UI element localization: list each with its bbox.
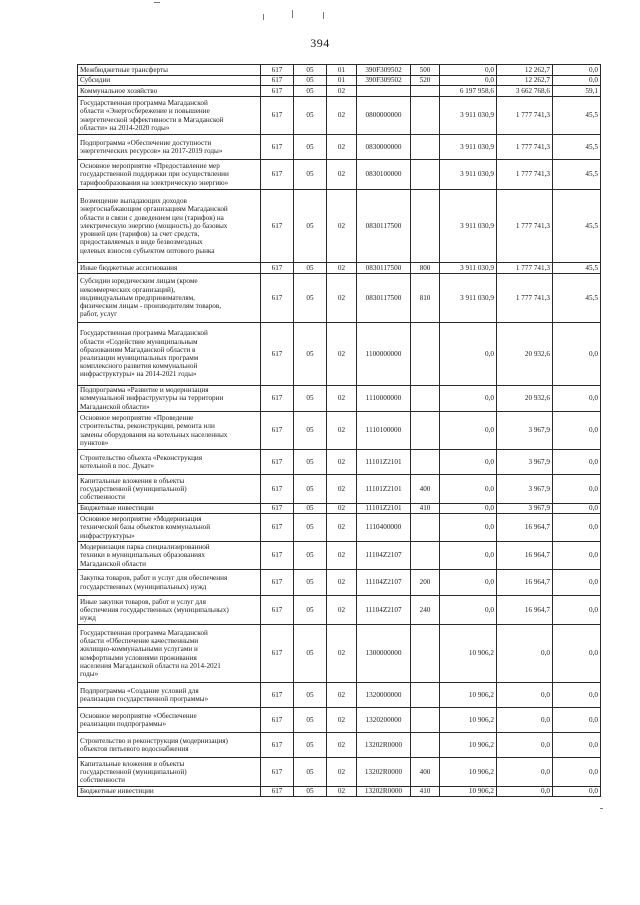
amount-1: 0,0 (440, 450, 497, 475)
ministry-code: 617 (261, 450, 294, 475)
target-article-code: 0830117500 (357, 190, 411, 263)
target-article-code: 13202R0000 (357, 787, 411, 797)
table-row (78, 190, 601, 263)
amount-2: 0,0 (497, 733, 553, 758)
scan-mark (154, 2, 160, 3)
expense-type-code: 400 (411, 475, 440, 504)
row-name: Государственная программа Магаданской области «Обеспечение качественными жилищно-коммунальными услугами и комфортными условиями проживания населения Магаданской области на 2014-2021 годы» (78, 625, 261, 683)
expense-type-code: 810 (411, 274, 440, 323)
amount-2: 0,0 (497, 683, 553, 708)
amount-1: 10 906,2 (440, 683, 497, 708)
subsection-code: 02 (327, 274, 357, 323)
target-article-code: 1110100000 (357, 412, 411, 450)
amount-3: 0,0 (553, 625, 601, 683)
section-code: 05 (294, 86, 327, 97)
target-article-code: 13202R0000 (357, 758, 411, 787)
amount-3: 0,0 (553, 733, 601, 758)
amount-3: 0,0 (553, 787, 601, 797)
subsection-code: 02 (327, 323, 357, 386)
ministry-code: 617 (261, 475, 294, 504)
target-article-code: 0830117500 (357, 274, 411, 323)
amount-3: 45,5 (553, 190, 601, 263)
expense-type-code (411, 190, 440, 263)
target-article-code: 1320000000 (357, 683, 411, 708)
amount-3: 0,0 (553, 758, 601, 787)
table-row (78, 135, 601, 160)
table-row (78, 65, 601, 76)
expense-type-code (411, 733, 440, 758)
amount-3: 0,0 (553, 708, 601, 733)
ministry-code: 617 (261, 708, 294, 733)
ministry-code: 617 (261, 135, 294, 160)
amount-2: 1 777 741,3 (497, 190, 553, 263)
amount-2: 16 964,7 (497, 596, 553, 625)
ministry-code: 617 (261, 733, 294, 758)
row-name: Подпрограмма «Развитие и модернизация коммунальной инфраструктуры на территории Магаданской области» (78, 386, 261, 412)
section-code: 05 (294, 514, 327, 542)
row-name: Бюджетные инвестиции (78, 504, 261, 514)
section-code: 05 (294, 504, 327, 514)
target-article-code: 11104Z2107 (357, 570, 411, 596)
section-code: 05 (294, 733, 327, 758)
target-article-code: 11101Z2101 (357, 450, 411, 475)
target-article-code: 0830117500 (357, 263, 411, 274)
ministry-code: 617 (261, 504, 294, 514)
ministry-code: 617 (261, 65, 294, 76)
amount-1: 3 911 030,9 (440, 160, 497, 190)
row-name: Строительство и реконструкция (модернизация) объектов питьевого водоснабжения (78, 733, 261, 758)
scan-mark (600, 808, 603, 809)
amount-2: 12 262,7 (497, 76, 553, 86)
subsection-code: 02 (327, 758, 357, 787)
table-row (78, 86, 601, 97)
subsection-code: 02 (327, 683, 357, 708)
row-name: Субсидии (78, 76, 261, 86)
row-name: Основное мероприятие «Модернизация технической базы объектов коммунальной инфраструктуры» (78, 514, 261, 542)
subsection-code: 02 (327, 190, 357, 263)
subsection-code: 02 (327, 787, 357, 797)
target-article-code: 11104Z2107 (357, 542, 411, 570)
amount-1: 0,0 (440, 76, 497, 86)
subsection-code: 02 (327, 708, 357, 733)
target-article-code: 1110000000 (357, 386, 411, 412)
amount-1: 0,0 (440, 504, 497, 514)
subsection-code: 02 (327, 625, 357, 683)
row-name: Модернизация парка специализированной техники в муниципальных образованиях Магаданской области (78, 542, 261, 570)
section-code: 05 (294, 708, 327, 733)
amount-1: 0,0 (440, 65, 497, 76)
table-row (78, 475, 601, 504)
section-code: 05 (294, 65, 327, 76)
amount-3: 0,0 (553, 323, 601, 386)
subsection-code: 02 (327, 504, 357, 514)
amount-3: 0,0 (553, 386, 601, 412)
ministry-code: 617 (261, 263, 294, 274)
amount-1: 0,0 (440, 596, 497, 625)
section-code: 05 (294, 160, 327, 190)
amount-2: 3 662 768,6 (497, 86, 553, 97)
expense-type-code: 400 (411, 758, 440, 787)
amount-2: 0,0 (497, 708, 553, 733)
ministry-code: 617 (261, 758, 294, 787)
ministry-code: 617 (261, 596, 294, 625)
table-row (78, 733, 601, 758)
target-article-code: 0830000000 (357, 135, 411, 160)
amount-1: 3 911 030,9 (440, 263, 497, 274)
section-code: 05 (294, 683, 327, 708)
subsection-code: 02 (327, 733, 357, 758)
amount-2: 1 777 741,3 (497, 97, 553, 135)
table-row (78, 323, 601, 386)
amount-3: 0,0 (553, 514, 601, 542)
row-name: Капитальные вложения в объекты государственной (муниципальной) собственности (78, 475, 261, 504)
row-name: Государственная программа Магаданской области «Содействие муниципальным образованиям Магаданской области в реализации муниципальных программ комплексного развития коммунальной инфраструктуры» на 2014-2021 годы» (78, 323, 261, 386)
target-article-code: 390F309502 (357, 65, 411, 76)
section-code: 05 (294, 758, 327, 787)
ministry-code: 617 (261, 86, 294, 97)
table-row (78, 263, 601, 274)
amount-3: 0,0 (553, 542, 601, 570)
expense-type-code (411, 86, 440, 97)
subsection-code: 02 (327, 570, 357, 596)
subsection-code: 01 (327, 65, 357, 76)
amount-2: 3 967,9 (497, 475, 553, 504)
amount-3: 0,0 (553, 412, 601, 450)
section-code: 05 (294, 475, 327, 504)
amount-3: 45,5 (553, 274, 601, 323)
expense-type-code: 200 (411, 570, 440, 596)
subsection-code: 02 (327, 596, 357, 625)
amount-3: 0,0 (553, 596, 601, 625)
section-code: 05 (294, 412, 327, 450)
section-code: 05 (294, 386, 327, 412)
amount-3: 45,5 (553, 135, 601, 160)
target-article-code: 1110400000 (357, 514, 411, 542)
expense-type-code (411, 683, 440, 708)
amount-1: 3 911 030,9 (440, 135, 497, 160)
amount-1: 0,0 (440, 412, 497, 450)
amount-1: 0,0 (440, 514, 497, 542)
amount-1: 0,0 (440, 323, 497, 386)
target-article-code: 1100000000 (357, 323, 411, 386)
amount-1: 10 906,2 (440, 758, 497, 787)
subsection-code: 02 (327, 97, 357, 135)
section-code: 05 (294, 450, 327, 475)
amount-1: 0,0 (440, 542, 497, 570)
table-row (78, 683, 601, 708)
ministry-code: 617 (261, 787, 294, 797)
row-name: Возмещение выпадающих доходов энергоснабжающим организациям Магаданской области в связи с доведением цен (тарифов) на электрическую энергию (мощность) до базовых уровней цен (тарифов) за счет средств, предоставляемых в виде безвозмездных целевых взносов субъектом оптового рынка (78, 190, 261, 263)
row-name: Бюджетные инвестиции (78, 787, 261, 797)
ministry-code: 617 (261, 97, 294, 135)
amount-1: 10 906,2 (440, 625, 497, 683)
amount-2: 1 777 741,3 (497, 263, 553, 274)
ministry-code: 617 (261, 412, 294, 450)
amount-2: 0,0 (497, 787, 553, 797)
amount-2: 0,0 (497, 625, 553, 683)
table-row (78, 787, 601, 797)
scan-mark (292, 10, 293, 18)
section-code: 05 (294, 625, 327, 683)
subsection-code: 02 (327, 135, 357, 160)
row-name: Основное мероприятие «Обеспечение реализации подпрограммы» (78, 708, 261, 733)
expense-type-code: 520 (411, 76, 440, 86)
amount-2: 1 777 741,3 (497, 135, 553, 160)
amount-3: 45,5 (553, 97, 601, 135)
amount-1: 6 197 958,6 (440, 86, 497, 97)
table-row (78, 274, 601, 323)
table-row (78, 412, 601, 450)
amount-2: 16 964,7 (497, 570, 553, 596)
row-name: Иные бюджетные ассигнования (78, 263, 261, 274)
row-name: Коммунальное хозяйство (78, 86, 261, 97)
section-code: 05 (294, 323, 327, 386)
expense-type-code: 500 (411, 65, 440, 76)
amount-2: 3 967,9 (497, 412, 553, 450)
subsection-code: 02 (327, 475, 357, 504)
table-row (78, 76, 601, 86)
row-name: Подпрограмма «Создание условий для реализации государственной программы» (78, 683, 261, 708)
target-article-code: 1300000000 (357, 625, 411, 683)
amount-3: 0,0 (553, 504, 601, 514)
table-row (78, 758, 601, 787)
ministry-code: 617 (261, 514, 294, 542)
expense-type-code (411, 542, 440, 570)
section-code: 05 (294, 135, 327, 160)
table-row (78, 386, 601, 412)
amount-2: 16 964,7 (497, 542, 553, 570)
section-code: 05 (294, 190, 327, 263)
amount-3: 0,0 (553, 683, 601, 708)
expense-type-code: 410 (411, 787, 440, 797)
row-name: Государственная программа Магаданской области «Энергосбережение и повышение энергетической эффективности в Магаданской области» на 2014-2020 годы» (78, 97, 261, 135)
subsection-code: 02 (327, 514, 357, 542)
expense-type-code (411, 708, 440, 733)
amount-1: 10 906,2 (440, 733, 497, 758)
amount-2: 12 262,7 (497, 65, 553, 76)
subsection-code: 02 (327, 386, 357, 412)
target-article-code: 0800000000 (357, 97, 411, 135)
section-code: 05 (294, 263, 327, 274)
amount-2: 3 967,9 (497, 450, 553, 475)
amount-3: 0,0 (553, 570, 601, 596)
target-article-code: 11104Z2107 (357, 596, 411, 625)
section-code: 05 (294, 596, 327, 625)
section-code: 05 (294, 787, 327, 797)
amount-3: 45,5 (553, 160, 601, 190)
row-name: Межбюджетные трансферты (78, 65, 261, 76)
subsection-code: 02 (327, 86, 357, 97)
amount-3: 0,0 (553, 450, 601, 475)
target-article-code: 0830100000 (357, 160, 411, 190)
amount-1: 0,0 (440, 570, 497, 596)
table-row (78, 160, 601, 190)
row-name: Основное мероприятие «Проведение строительства, реконструкции, ремонта или замены оборудования на котельных населенных пунктов» (78, 412, 261, 450)
ministry-code: 617 (261, 386, 294, 412)
expense-type-code (411, 625, 440, 683)
amount-3: 0,0 (553, 475, 601, 504)
subsection-code: 01 (327, 76, 357, 86)
ministry-code: 617 (261, 323, 294, 386)
expense-type-code (411, 97, 440, 135)
amount-1: 10 906,2 (440, 708, 497, 733)
amount-2: 0,0 (497, 758, 553, 787)
budget-table (77, 64, 601, 797)
scan-mark (323, 12, 324, 19)
target-article-code: 13202R0000 (357, 733, 411, 758)
table-row (78, 625, 601, 683)
ministry-code: 617 (261, 542, 294, 570)
amount-2: 3 967,9 (497, 504, 553, 514)
row-name: Закупка товаров, работ и услуг для обеспечения государственных (муниципальных) нужд (78, 570, 261, 596)
row-name: Иные закупки товаров, работ и услуг для обеспечения государственных (муниципальных) нужд (78, 596, 261, 625)
expense-type-code (411, 323, 440, 386)
amount-3: 0,0 (553, 76, 601, 86)
amount-2: 1 777 741,3 (497, 274, 553, 323)
target-article-code: 1320200000 (357, 708, 411, 733)
section-code: 05 (294, 570, 327, 596)
ministry-code: 617 (261, 683, 294, 708)
expense-type-code (411, 450, 440, 475)
row-name: Основное мероприятие «Предоставление мер государственной поддержки при осуществлении тарифообразования на электрическую энергию» (78, 160, 261, 190)
ministry-code: 617 (261, 625, 294, 683)
amount-1: 0,0 (440, 475, 497, 504)
table-row (78, 514, 601, 542)
row-name: Субсидии юридическим лицам (кроме некоммерческих организаций), индивидуальным предпринимателям, физическим лицам - производителям товаров, работ, услуг (78, 274, 261, 323)
amount-3: 0,0 (553, 65, 601, 76)
expense-type-code (411, 514, 440, 542)
section-code: 05 (294, 274, 327, 323)
table-row (78, 708, 601, 733)
row-name: Строительство объекта «Реконструкция котельной в пос. Дукат» (78, 450, 261, 475)
subsection-code: 02 (327, 160, 357, 190)
amount-2: 16 964,7 (497, 514, 553, 542)
amount-2: 20 932,6 (497, 386, 553, 412)
amount-1: 3 911 030,9 (440, 274, 497, 323)
amount-3: 45,5 (553, 263, 601, 274)
table-row (78, 542, 601, 570)
amount-2: 20 932,6 (497, 323, 553, 386)
ministry-code: 617 (261, 190, 294, 263)
ministry-code: 617 (261, 274, 294, 323)
page-number: 394 (310, 36, 330, 50)
ministry-code: 617 (261, 570, 294, 596)
amount-1: 0,0 (440, 386, 497, 412)
row-name: Капитальные вложения в объекты государственной (муниципальной) собственности (78, 758, 261, 787)
row-name: Подпрограмма «Обеспечение доступности энергетических ресурсов» на 2017-2019 годы» (78, 135, 261, 160)
section-code: 05 (294, 76, 327, 86)
expense-type-code: 240 (411, 596, 440, 625)
section-code: 05 (294, 542, 327, 570)
ministry-code: 617 (261, 160, 294, 190)
target-article-code: 11101Z2101 (357, 504, 411, 514)
table-row (78, 504, 601, 514)
target-article-code: 11101Z2101 (357, 475, 411, 504)
expense-type-code: 800 (411, 263, 440, 274)
amount-1: 3 911 030,9 (440, 97, 497, 135)
amount-1: 3 911 030,9 (440, 190, 497, 263)
amount-1: 10 906,2 (440, 787, 497, 797)
ministry-code: 617 (261, 76, 294, 86)
table-body (78, 65, 601, 797)
expense-type-code (411, 412, 440, 450)
table-row (78, 97, 601, 135)
expense-type-code (411, 135, 440, 160)
subsection-code: 02 (327, 263, 357, 274)
section-code: 05 (294, 97, 327, 135)
expense-type-code: 410 (411, 504, 440, 514)
subsection-code: 02 (327, 450, 357, 475)
scan-mark (263, 14, 264, 20)
amount-3: 59,1 (553, 86, 601, 97)
table-row (78, 596, 601, 625)
expense-type-code (411, 386, 440, 412)
table-row (78, 450, 601, 475)
table-row (78, 570, 601, 596)
target-article-code: 390F309502 (357, 76, 411, 86)
amount-2: 1 777 741,3 (497, 160, 553, 190)
subsection-code: 02 (327, 542, 357, 570)
target-article-code (357, 86, 411, 97)
subsection-code: 02 (327, 412, 357, 450)
expense-type-code (411, 160, 440, 190)
